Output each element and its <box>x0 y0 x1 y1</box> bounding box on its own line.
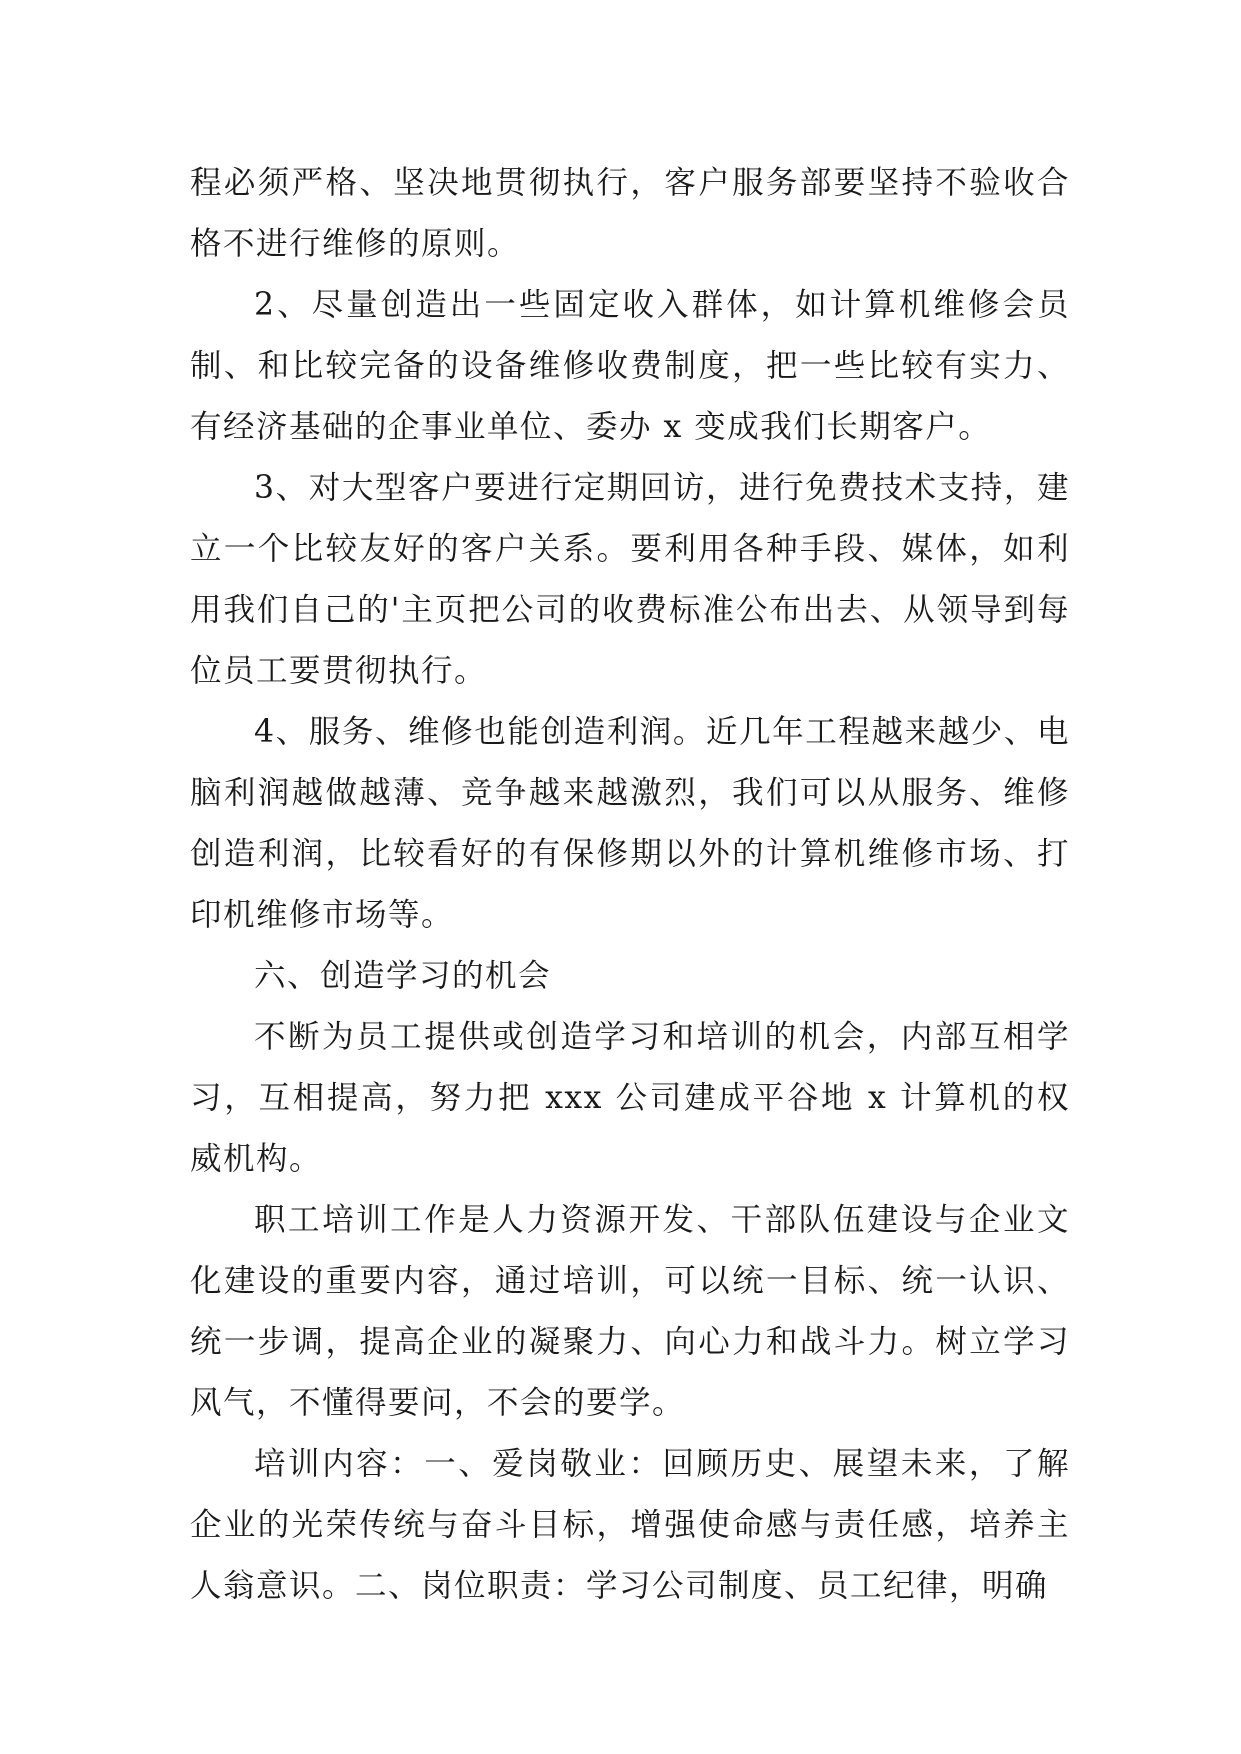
paragraph-5: 不断为员工提供或创造学习和培训的机会，内部互相学习，互相提高，努力把 xxx 公司建成平谷地 x 计算机的权威机构。 <box>190 1019 1070 1177</box>
paragraph-7: 培训内容：一、爱岗敬业：回顾历史、展望未来，了解企业的光荣传统与奋斗目标，增强使命感与责任感，培养主人翁意识。二、岗位职责：学习公司制度、员工纪律，明确 <box>190 1446 1070 1604</box>
document-body <box>190 153 1070 1617</box>
paragraph-4: 4、服务、维修也能创造利润。近几年工程越来越少、电脑利润越做越薄、竞争越来越激烈，我们可以从服务、维修创造利润，比较看好的有保修期以外的计算机维修市场、打印机维修市场等。 <box>190 714 1070 933</box>
paragraph-1: 程必须严格、坚决地贯彻执行，客户服务部要坚持不验收合格不进行维修的原则。 <box>190 165 1070 262</box>
section-heading-six: 六、创造学习的机会 <box>254 958 552 994</box>
paragraph-2: 2、尽量创造出一些固定收入群体，如计算机维修会员制、和比较完备的设备维修收费制度，把一些比较有实力、有经济基础的企事业单位、委办 x 变成我们长期客户。 <box>190 287 1070 445</box>
paragraph-6: 职工培训工作是人力资源开发、干部队伍建设与企业文化建设的重要内容，通过培训，可以统一目标、统一认识、统一步调，提高企业的凝聚力、向心力和战斗力。树立学习风气，不懂得要问，不会的要学。 <box>190 1202 1070 1421</box>
paragraph-3: 3、对大型客户要进行定期回访，进行免费技术支持，建立一个比较友好的客户关系。要利用各种手段、媒体，如利用我们自己的'主页把公司的收费标准公布出去、从领导到每位员工要贯彻执行。 <box>190 470 1070 689</box>
